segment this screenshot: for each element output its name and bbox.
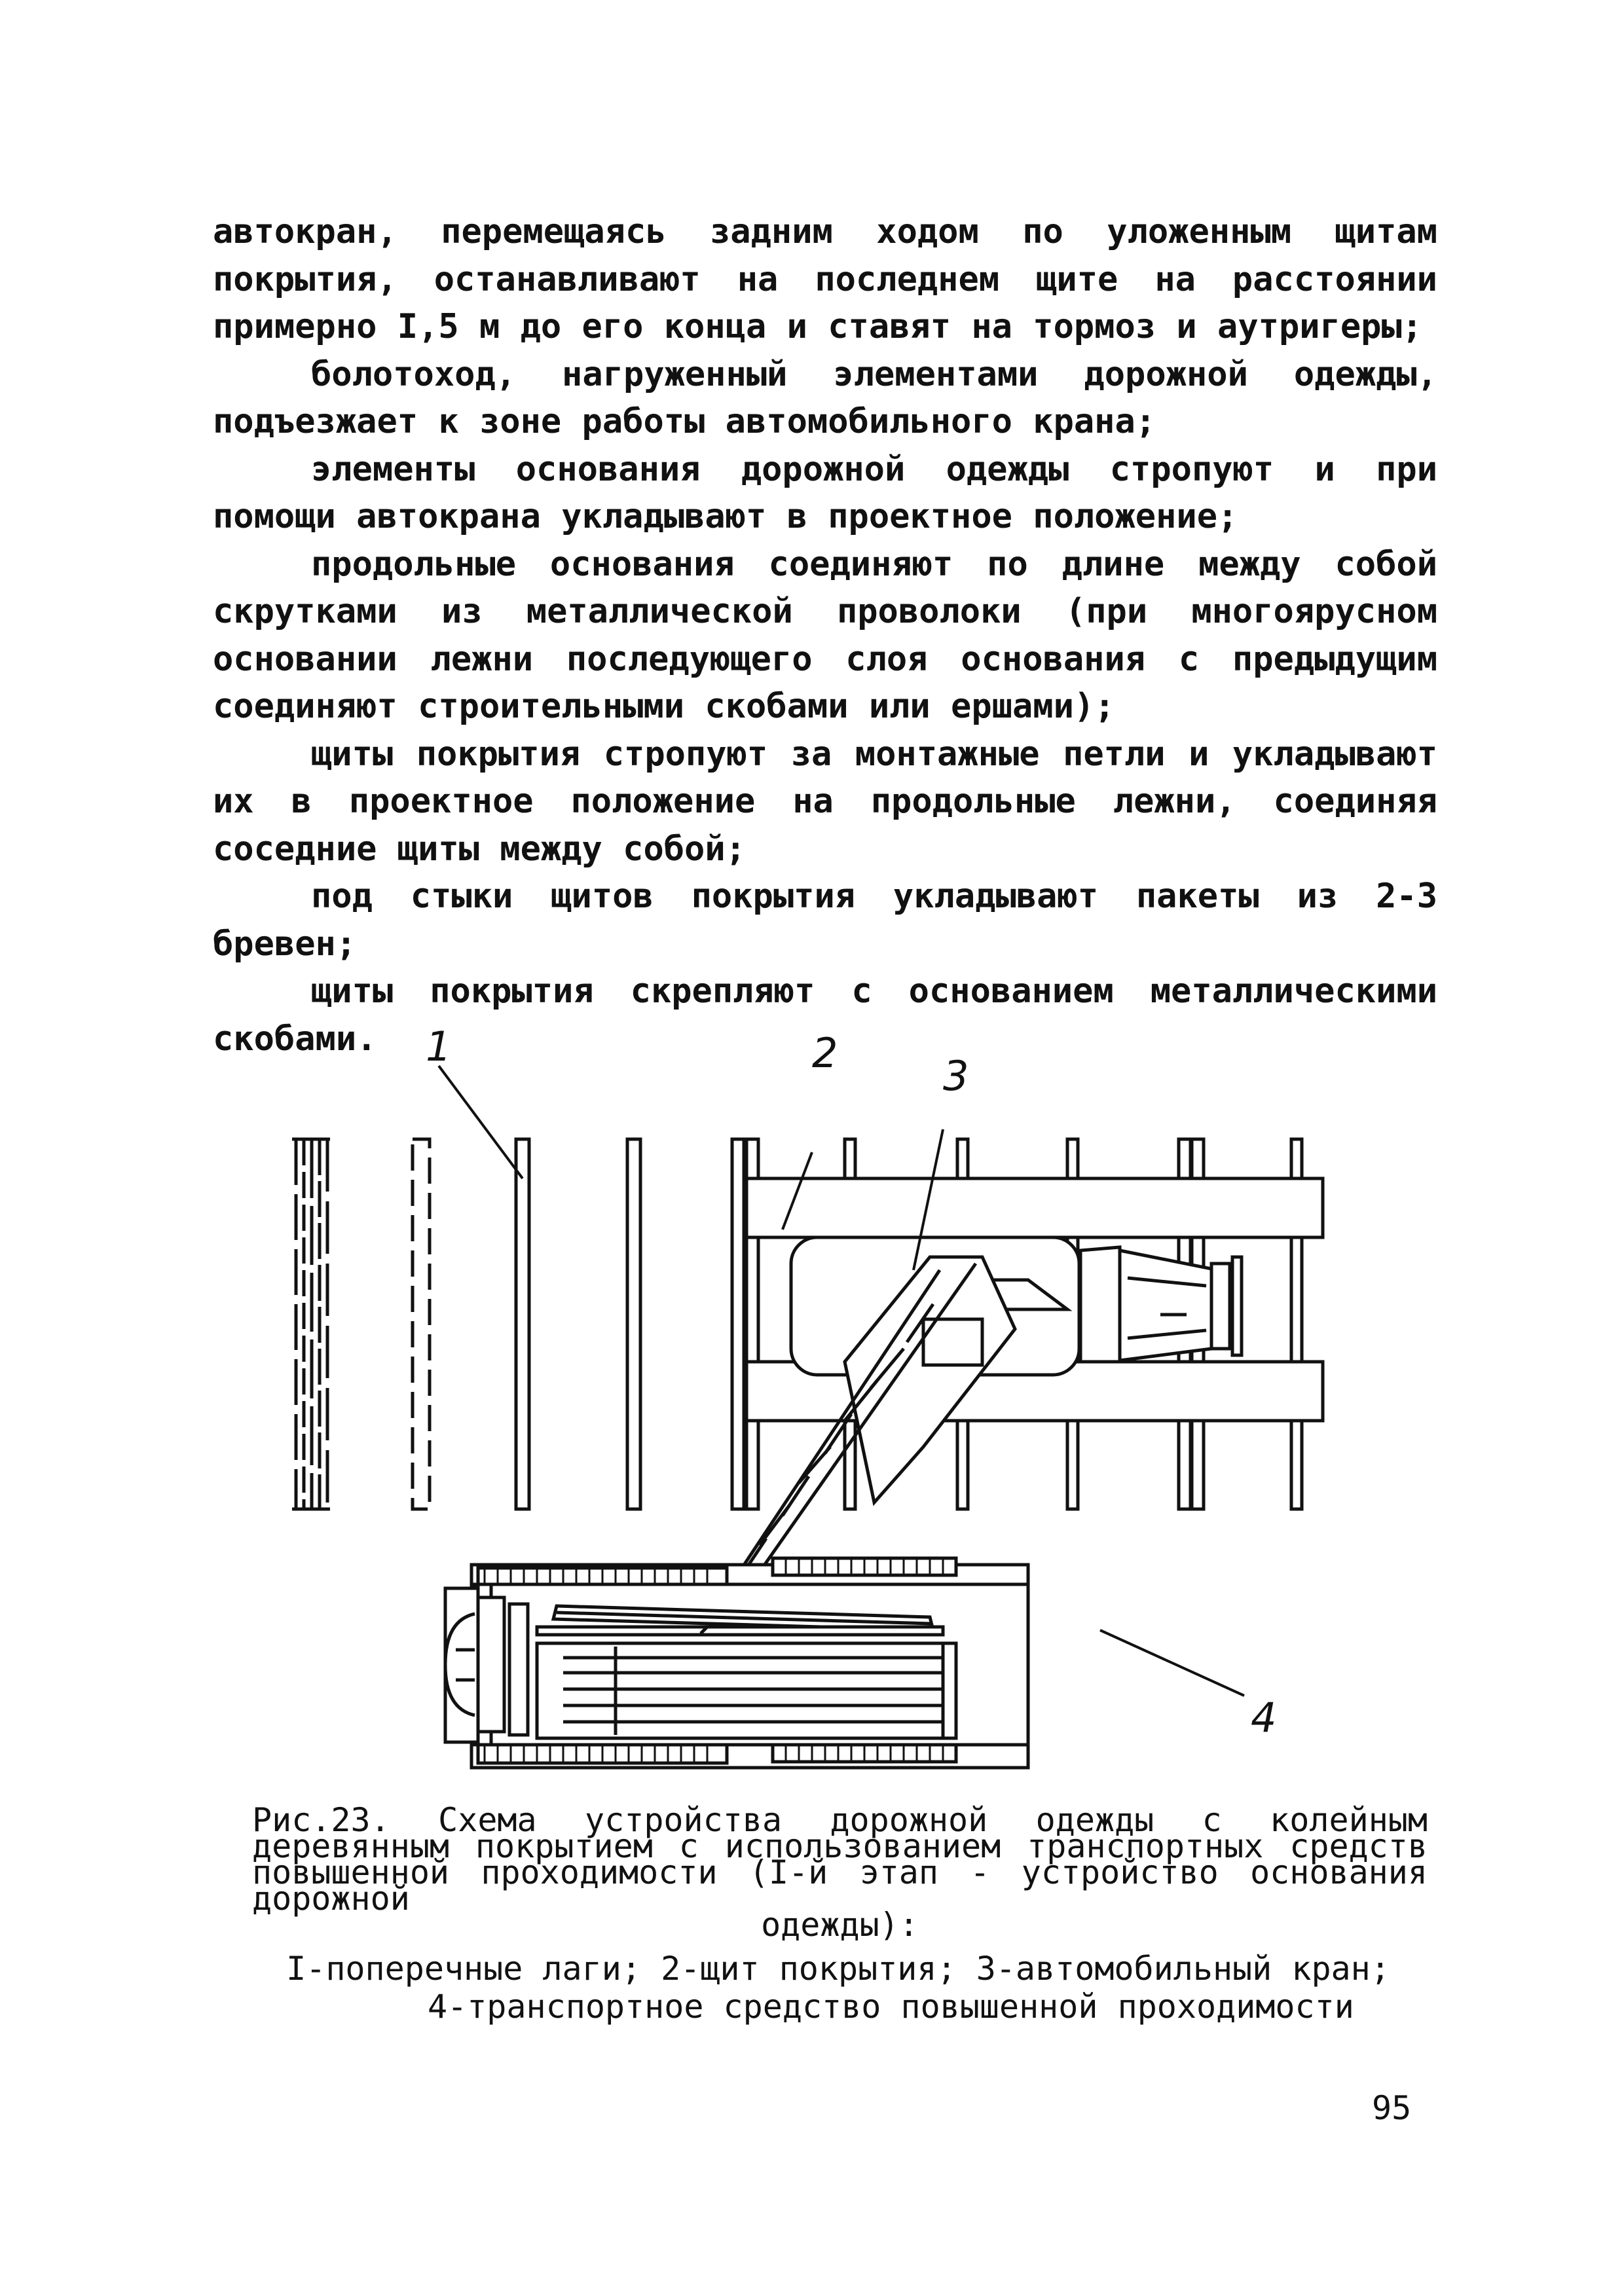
paragraph: щиты покрытия стропуют за монтажные петли и укладывают их в проектное положение на продольные лежни, соединяя соседние щиты между собой; bbox=[213, 734, 1437, 869]
label-1: 1 bbox=[426, 1023, 452, 1070]
log-bundle bbox=[292, 1139, 330, 1509]
paragraph: автокран, перемещаясь задним ходом по уложенным щитам покрытия, останавливают на последнем щите на расстоянии примерно I,5 м до его конца и ставят на тормоз и аутригеры; bbox=[213, 212, 1437, 346]
body-text bbox=[213, 208, 1437, 1063]
crane-bumper bbox=[1211, 1264, 1230, 1349]
scheme-drawing bbox=[249, 1021, 1362, 1774]
figure-legend bbox=[252, 1950, 1424, 2026]
cargo-logs bbox=[537, 1606, 956, 1738]
paragraph: элементы основания дорожной одежды стропуют и при помощи автокрана укладывают в проектное положение; bbox=[213, 449, 1437, 536]
leader-line-1 bbox=[439, 1066, 523, 1178]
label-2: 2 bbox=[812, 1029, 838, 1077]
crane-cab bbox=[1080, 1247, 1123, 1362]
legend-line: 4-транспортное средство повышенной проходимости bbox=[428, 1988, 1354, 2026]
transport-vehicle bbox=[445, 1558, 1028, 1768]
cross-log bbox=[627, 1139, 640, 1509]
paragraph: щиты покрытия скрепляют с основанием металлическими скобами. bbox=[213, 972, 1437, 1059]
cross-log-dashed bbox=[413, 1139, 430, 1509]
leader-line-4 bbox=[1100, 1630, 1244, 1696]
crane-hood bbox=[1120, 1250, 1211, 1360]
legend-line: I-поперечные лаги; 2-щит покрытия; 3-автомобильный кран; bbox=[286, 1950, 1390, 1988]
caption-text: Рис.23. Схема устройства дорожной одежды с колейным деревянным покрытием с использованием транспортных средств повышенной проходимости (I-й этап - устройство основания дорожной bbox=[252, 1801, 1428, 1918]
page-number: 95 bbox=[1372, 2089, 1412, 2127]
paragraph: болотоход, нагруженный элементами дорожной одежды, подъезжает к зоне работы автомобильного крана; bbox=[213, 354, 1437, 441]
paragraph: продольные основания соединяют по длине между собой скрутками из металлической проволоки (при многоярусном основании лежни последующего слоя основания с предыдущим соединяют строительными скобами или ершами); bbox=[213, 544, 1437, 726]
figure-road-construction-scheme bbox=[249, 1021, 1362, 1774]
figure-caption bbox=[252, 1801, 1428, 1944]
paragraph: под стыки щитов покрытия укладывают пакеты из 2-3 бревен; bbox=[213, 877, 1437, 964]
label-4: 4 bbox=[1251, 1694, 1277, 1741]
cover-panel-rail-top bbox=[747, 1178, 1323, 1237]
label-3: 3 bbox=[943, 1052, 969, 1100]
caption-text-end: одежды): bbox=[761, 1906, 919, 1944]
cross-log bbox=[516, 1139, 529, 1509]
